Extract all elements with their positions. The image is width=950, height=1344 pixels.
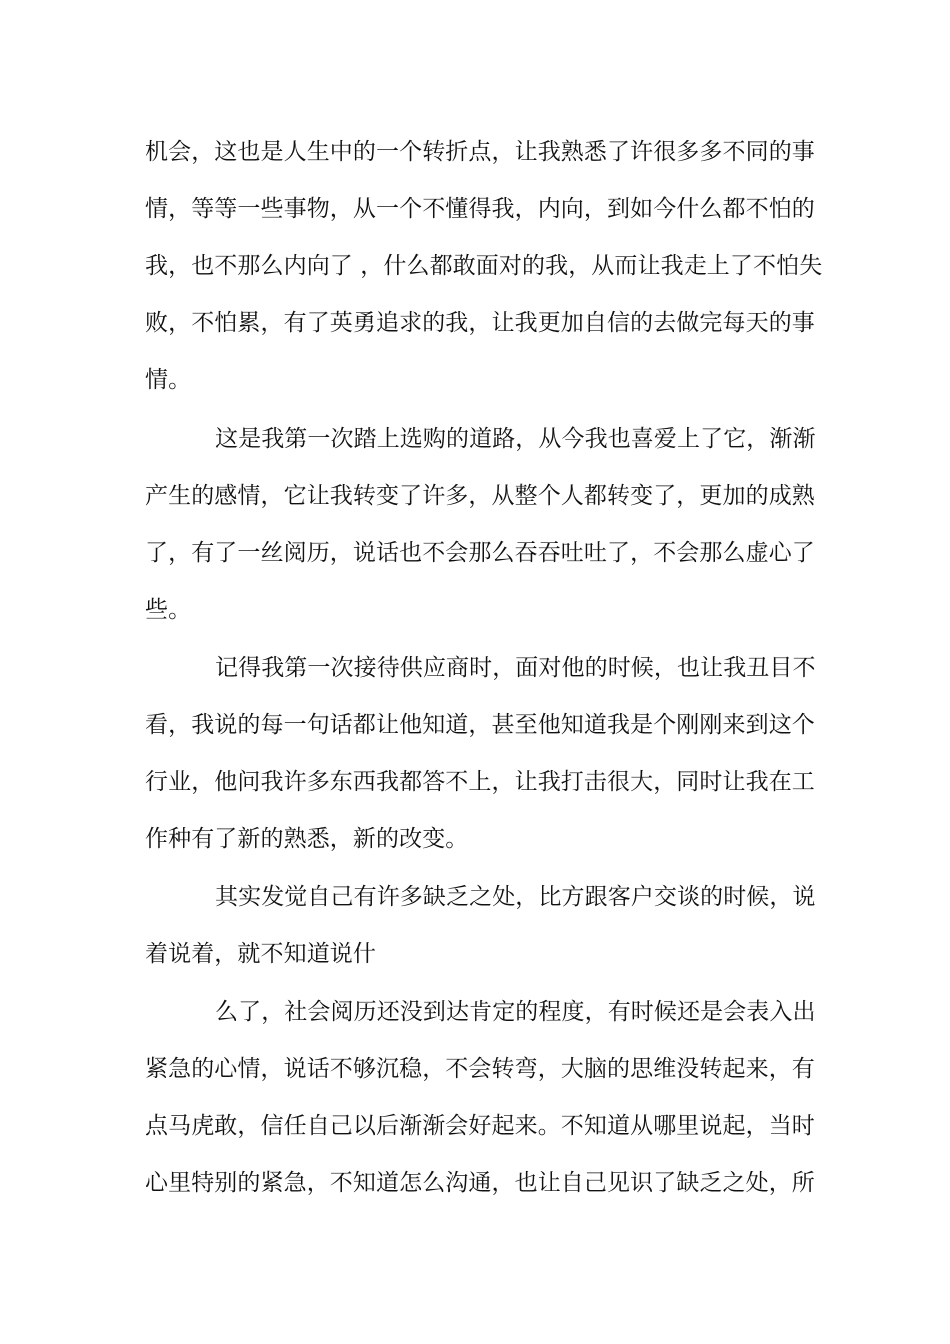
text-line: 行业，他问我许多东西我都答不上，让我打击很大，同时让我在工 xyxy=(145,769,815,795)
text-line: 着说着，就不知道说什 xyxy=(145,941,376,967)
text-line: 点马虎敢，信任自己以后渐渐会好起来。不知道从哪里说起，当时 xyxy=(145,1113,815,1139)
paragraph-first-line: 其实发觉自己有许多缺乏之处，比方跟客户交谈的时候，说 xyxy=(215,884,816,910)
text-line: 作种有了新的熟悉，新的改变。 xyxy=(145,826,469,852)
text-line: 了，有了一丝阅历，说话也不会那么吞吞吐吐了，不会那么虚心了 xyxy=(145,540,815,566)
text-line: 败，不怕累，有了英勇追求的我，让我更加自信的去做完每天的事 xyxy=(145,310,815,336)
text-line: 情。 xyxy=(145,367,192,393)
paragraph-first-line: 这是我第一次踏上选购的道路，从今我也喜爱上了它，渐渐 xyxy=(215,426,816,452)
paragraph-first-line: 么了，社会阅历还没到达肯定的程度，有时候还是会表入出 xyxy=(215,999,816,1025)
paragraph-first-line: 记得我第一次接待供应商时，面对他的时候，也让我丑目不 xyxy=(215,655,816,681)
text-line: 看，我说的每一句话都让他知道，甚至他知道我是个刚刚来到这个 xyxy=(145,712,815,738)
text-line: 产生的感情，它让我转变了许多，从整个人都转变了，更加的成熟 xyxy=(145,483,815,509)
text-line: 机会，这也是人生中的一个转折点，让我熟悉了许很多多不同的事 xyxy=(145,139,815,165)
text-line: 心里特别的紧急，不知道怎么沟通，也让自己见识了缺乏之处，所 xyxy=(145,1170,815,1196)
text-line: 我，也不那么内向了 ，什么都敢面对的我，从而让我走上了不怕失 xyxy=(145,253,823,279)
text-line: 紧急的心情，说话不够沉稳，不会转弯，大脑的思维没转起来，有 xyxy=(145,1056,815,1082)
text-line: 些。 xyxy=(145,597,192,623)
text-line: 情，等等一些事物，从一个不懂得我，内向，到如今什么都不怕的 xyxy=(145,196,815,222)
